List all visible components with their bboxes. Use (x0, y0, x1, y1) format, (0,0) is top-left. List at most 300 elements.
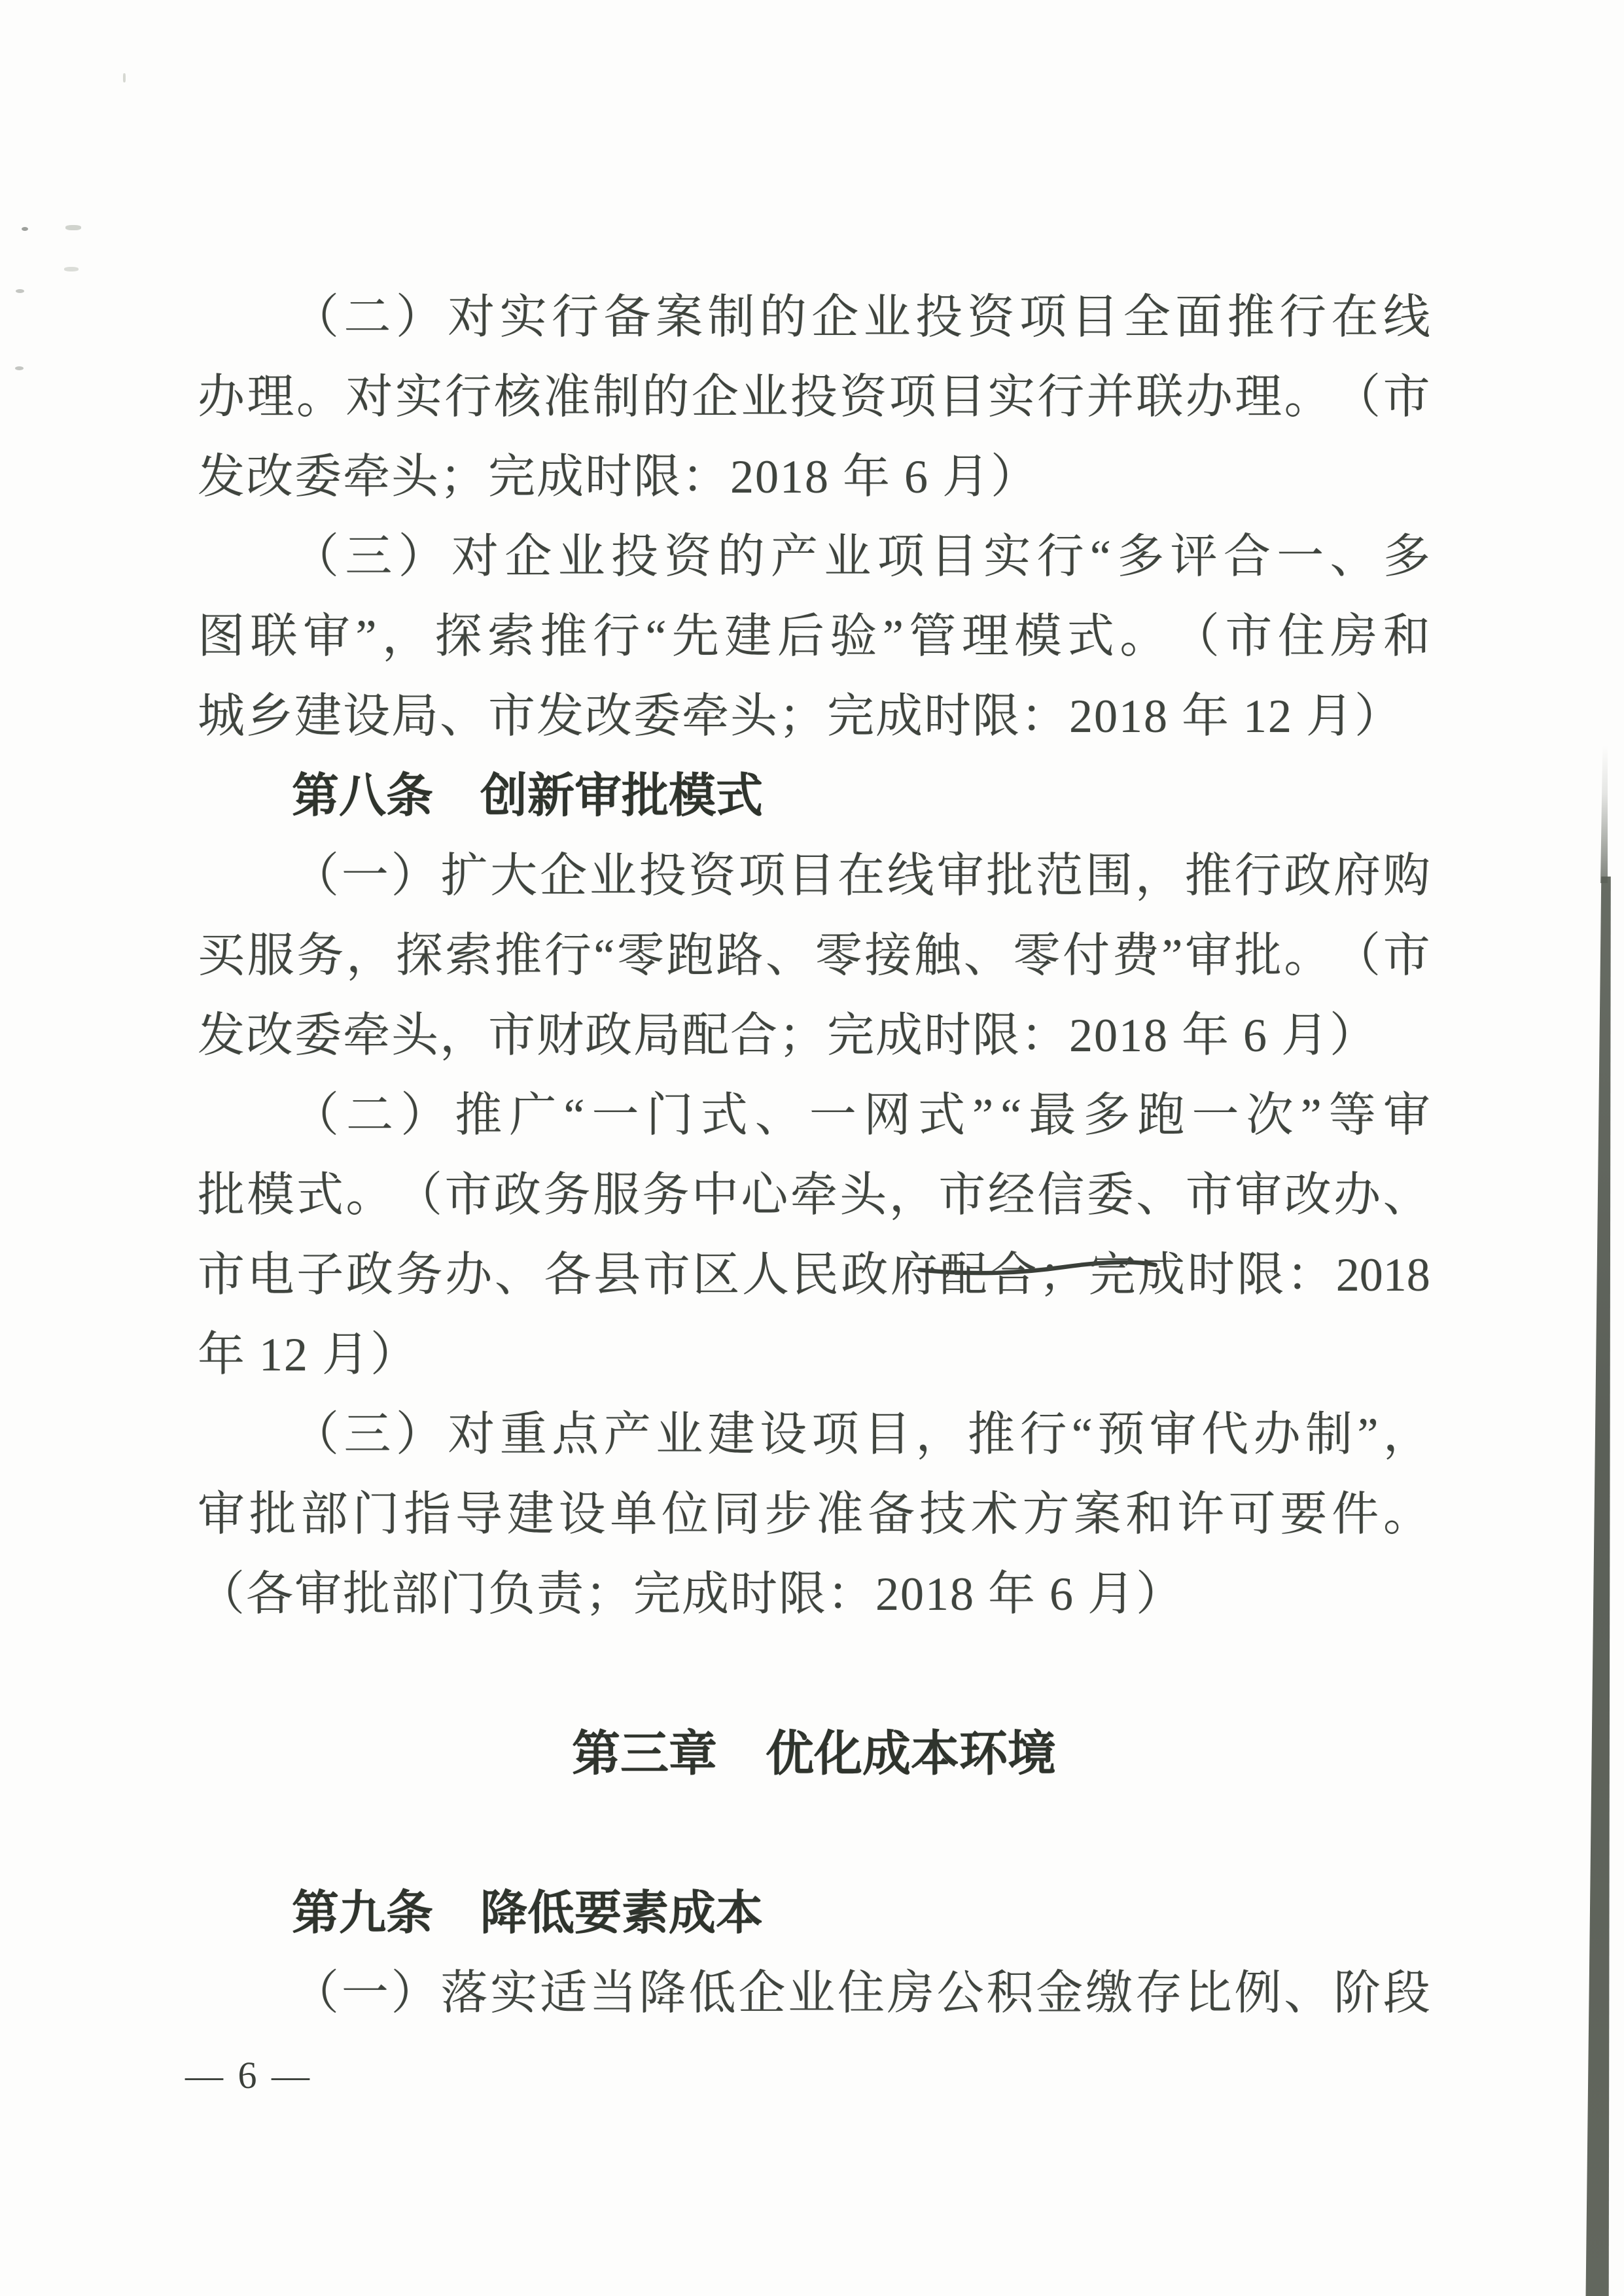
text-token: 项 (889, 371, 936, 423)
text-token: 审 (1383, 1089, 1430, 1141)
text-token: 一 (809, 1089, 856, 1141)
text-token: 零 (617, 930, 665, 982)
text-token: 限 (1237, 1249, 1284, 1301)
text-line (198, 676, 1430, 756)
text-token: 最 (1029, 1089, 1076, 1141)
text-token: ） (391, 850, 438, 902)
text-line (198, 1395, 1430, 1474)
text-token: 适 (540, 1967, 588, 2019)
text-token: 办 (1185, 371, 1233, 423)
text-token: 。 (1383, 1488, 1430, 1540)
text-token: 企 (691, 371, 739, 423)
text-token: 业 (741, 371, 788, 423)
text-token: 务 (296, 930, 344, 982)
text-token: 市 (1225, 610, 1273, 663)
text-token: 购 (1383, 850, 1430, 902)
text-token: 实 (987, 371, 1035, 423)
text-token: 落 (440, 1967, 488, 2019)
text-token: 审 (936, 850, 984, 902)
text-token: ） (395, 1408, 443, 1461)
text-token: 业 (589, 850, 637, 902)
text-token: 服 (247, 930, 294, 982)
text-token: 三 (344, 1408, 391, 1461)
text-token: 信 (1037, 1169, 1085, 1221)
text-token: 和 (1383, 610, 1430, 663)
text-token: 式 (700, 1089, 748, 1141)
text-token: 低 (688, 1967, 736, 2019)
text-token: 项 (1019, 291, 1067, 343)
text-token: 办 (198, 371, 245, 423)
text-token: 办 (445, 1249, 493, 1301)
text-token: 联 (250, 610, 298, 663)
text-token: 线 (887, 850, 934, 902)
text-token: 行 (1234, 850, 1282, 902)
text-token: 合 (989, 1249, 1037, 1301)
text-token: 多 (1383, 531, 1430, 583)
text-token: 费 (1112, 930, 1159, 982)
text-token: 、 (1136, 1169, 1184, 1221)
text-line (198, 1155, 1430, 1235)
text-token: 。 (1284, 930, 1332, 982)
text-token: 业 (824, 531, 872, 583)
text-token: 资 (839, 371, 887, 423)
text-token: 后 (777, 610, 824, 663)
text-token: 理 (961, 610, 1009, 663)
text-line (198, 836, 1430, 916)
text-token: 触 (914, 930, 962, 982)
text-token: 批 (986, 850, 1034, 902)
text-token: 式 (918, 1089, 966, 1141)
text-token: 案 (1074, 1488, 1121, 1540)
text-token: 合 (1223, 531, 1271, 583)
text-token: 许 (1176, 1488, 1224, 1540)
text-token: 式 (1067, 610, 1114, 663)
text-token: 二 (346, 1089, 394, 1141)
text-token: 路 (716, 930, 764, 982)
scan-edge-line (1583, 877, 1612, 2296)
text-token: 单 (610, 1488, 658, 1540)
text-token: 的 (642, 371, 690, 423)
text-line (198, 437, 1430, 517)
text-token: 项 (811, 1408, 859, 1461)
text-token: 房 (887, 1967, 934, 2019)
text-run: （各审批部门负责；完成时限：2018 年 6 月） (198, 1568, 1185, 1620)
text-token: （ (1333, 930, 1381, 982)
text-token: 网 (863, 1089, 911, 1141)
text-token: 要 (1280, 1488, 1328, 1540)
text-token: 务 (642, 1169, 690, 1221)
text-token: （ (292, 531, 340, 583)
text-token: 备 (868, 1488, 915, 1540)
text-token: 缴 (1086, 1967, 1133, 2019)
text-token: 审 (198, 1488, 245, 1540)
text-token: 心 (741, 1169, 788, 1221)
text-token: 二 (344, 291, 391, 343)
text-token: 时 (1187, 1249, 1235, 1301)
text-token: 市 (938, 1169, 986, 1221)
text-token: 推 (1184, 850, 1232, 902)
text-token: 改 (1284, 1169, 1332, 1221)
text-token: 对 (448, 291, 495, 343)
text-token: 重 (499, 1408, 547, 1461)
text-token: 行 (1279, 291, 1327, 343)
text-token: 广 (509, 1089, 557, 1141)
text-token: 准 (543, 371, 591, 423)
text-token: 建 (707, 1408, 755, 1461)
text-token: 导 (455, 1488, 503, 1540)
text-token: 资 (664, 531, 712, 583)
text-token: 务 (395, 1249, 443, 1301)
text-token: “ (563, 1089, 585, 1141)
scan-speck (123, 73, 126, 82)
text-run: 第三章 优化成本环境 (572, 1726, 1056, 1781)
text-token: 办 (1333, 1169, 1381, 1221)
text-token: 业 (557, 531, 605, 583)
scan-speck (16, 289, 24, 293)
text-token: 。 (1120, 610, 1167, 663)
text-token: 一 (341, 1967, 389, 2019)
text-token: 行 (1019, 1408, 1067, 1461)
text-token: 索 (487, 610, 535, 663)
text-token: 核 (493, 371, 541, 423)
text-token: ， (1383, 1408, 1430, 1461)
text-token: ” (882, 610, 904, 663)
text-token: 模 (1014, 610, 1062, 663)
text-line (198, 1953, 1430, 2033)
text-run: 年 12 月） (198, 1329, 419, 1381)
text-token: 门 (646, 1089, 694, 1141)
text-token: 付 (1063, 930, 1110, 982)
text-token: ， (915, 1408, 963, 1461)
text-token: 住 (1277, 610, 1325, 663)
text-token: 办 (1253, 1408, 1301, 1461)
text-token: 门 (352, 1488, 400, 1540)
text-token: 准 (816, 1488, 864, 1540)
text-token: 一 (591, 1089, 639, 1141)
text-token: 完 (1088, 1249, 1136, 1301)
text-run: 城乡建设局、市发改委牵头；完成时限：2018 年 12 月） (198, 690, 1403, 742)
text-line (198, 1554, 1430, 1634)
text-token: 投 (915, 291, 963, 343)
text-token: 企 (540, 850, 588, 902)
text-token: 等 (1328, 1089, 1376, 1141)
text-token: ） (398, 531, 446, 583)
text-token: 探 (395, 930, 443, 982)
text-token: “ (645, 610, 667, 663)
text-token: 电 (247, 1249, 294, 1301)
text-token: 行 (1037, 371, 1085, 423)
text-token: 目 (863, 1408, 911, 1461)
text-token: （ (395, 1169, 442, 1221)
text-line (198, 357, 1430, 437)
text-token: 业 (788, 1967, 836, 2019)
text-token: 推 (455, 1089, 503, 1141)
text-token: 可 (1228, 1488, 1276, 1540)
text-token: 区 (692, 1249, 740, 1301)
text-run: 发改委牵头，市财政局配合；完成时限：2018 年 6 月） (198, 1009, 1379, 1062)
chapter-heading (198, 1714, 1430, 1794)
text-token: 批 (1234, 930, 1282, 982)
text-token: 审 (1185, 930, 1233, 982)
text-token: 市 (1185, 1169, 1233, 1221)
text-token: 建 (724, 610, 772, 663)
text-token: ” (1300, 1089, 1322, 1141)
text-token: （ (292, 850, 340, 902)
text-token: 次 (1246, 1089, 1294, 1141)
text-token: 方 (1022, 1488, 1070, 1540)
text-token: 民 (791, 1249, 839, 1301)
text-token: 位 (662, 1488, 709, 1540)
text-token: 管 (909, 610, 957, 663)
text-token: 的 (759, 291, 807, 343)
text-token: 行 (592, 610, 640, 663)
text-token: 头 (839, 1169, 887, 1221)
text-line (198, 277, 1430, 357)
text-token: 市 (1383, 371, 1430, 423)
text-token: 预 (1097, 1408, 1145, 1461)
text-token: 审 (1149, 1408, 1197, 1461)
text-token: 并 (1086, 371, 1134, 423)
text-token: 在 (837, 850, 885, 902)
text-token: 线 (1383, 291, 1430, 343)
text-token: （ (292, 1408, 340, 1461)
text-token: 跑 (1137, 1089, 1185, 1141)
text-token: 批 (198, 1169, 245, 1221)
text-token: “ (1089, 531, 1111, 583)
text-token: 范 (1036, 850, 1084, 902)
text-token: 多 (1083, 1089, 1131, 1141)
scan-speck (15, 366, 24, 370)
text-token: 图 (198, 610, 245, 663)
text-token: 式 (296, 1169, 344, 1221)
text-token: （ (292, 291, 340, 343)
text-token: 一 (1277, 531, 1324, 583)
text-token: 资 (967, 291, 1015, 343)
text-token: 探 (434, 610, 482, 663)
text-token: “ (593, 930, 615, 982)
text-token: 技 (919, 1488, 966, 1540)
text-token: （ (1172, 610, 1220, 663)
text-token: 联 (1136, 371, 1184, 423)
text-token: 比 (1184, 1967, 1232, 2019)
text-token: 多 (1117, 531, 1165, 583)
text-token: 批 (249, 1488, 296, 1540)
text-token: 投 (639, 850, 686, 902)
text-run: 第八条 创新审批模式 (292, 770, 764, 822)
text-token: ， (381, 610, 429, 663)
text-token: 公 (936, 1967, 984, 2019)
text-token: 中 (691, 1169, 739, 1221)
text-line (198, 996, 1430, 1075)
text-token: 业 (863, 291, 911, 343)
text-token: 理 (247, 371, 294, 423)
text-token: ， (889, 1169, 936, 1221)
blank-line (198, 1634, 1430, 1714)
page-number: — 6 — (185, 2054, 312, 2096)
text-token: 和 (1125, 1488, 1173, 1540)
text-token: ” (1161, 930, 1183, 982)
text-token: 阶 (1333, 1967, 1381, 2019)
text-line (198, 1075, 1430, 1155)
text-token: 在 (1331, 291, 1379, 343)
text-token: 零 (815, 930, 862, 982)
text-token: 实 (395, 371, 442, 423)
text-token: 政 (345, 1249, 393, 1301)
text-token: 市 (1383, 930, 1430, 982)
text-token: “ (1000, 1089, 1022, 1141)
text-token: 项 (877, 531, 925, 583)
text-token: 推 (495, 930, 542, 982)
text-token: 企 (504, 531, 552, 583)
text-token: 零 (1013, 930, 1061, 982)
text-token: 。 (1284, 371, 1332, 423)
text-token: 制 (1305, 1408, 1353, 1461)
text-token: 住 (837, 1967, 885, 2019)
text-token: 步 (764, 1488, 812, 1540)
text-token: 目 (938, 371, 986, 423)
text-token: ） (400, 1089, 448, 1141)
section-heading (198, 756, 1430, 836)
text-token: 资 (688, 850, 736, 902)
text-token: 金 (1036, 1967, 1084, 2019)
text-token: 实 (499, 291, 547, 343)
text-token: 推 (540, 610, 588, 663)
text-token: 实 (490, 1967, 538, 2019)
text-token: 买 (198, 930, 245, 982)
text-token: 备 (603, 291, 651, 343)
text-token: ” (355, 610, 377, 663)
text-token: 成 (1138, 1249, 1186, 1301)
text-token: 服 (592, 1169, 640, 1221)
scan-edge-line-faint (1600, 746, 1608, 883)
text-token: 制 (707, 291, 755, 343)
text-line (198, 916, 1430, 996)
scan-speck (64, 267, 79, 271)
text-token: 人 (742, 1249, 790, 1301)
text-token: 、 (1383, 1169, 1430, 1221)
text-token: 行 (444, 371, 492, 423)
text-token: 围 (1086, 850, 1133, 902)
text-token: 设 (558, 1488, 606, 1540)
text-token: 经 (987, 1169, 1035, 1221)
text-token: 目 (930, 531, 978, 583)
text-token: “ (1071, 1408, 1093, 1461)
text-token: 委 (1086, 1169, 1134, 1221)
text-token: 投 (610, 531, 658, 583)
text-token: 市 (198, 1249, 245, 1301)
text-token: ” (1357, 1408, 1379, 1461)
text-token: 市 (444, 1169, 492, 1221)
text-token: 行 (1036, 531, 1084, 583)
text-token: 段 (1383, 1967, 1430, 2019)
text-token: 目 (788, 850, 836, 902)
text-token: 大 (490, 850, 538, 902)
text-token: ； (1038, 1249, 1086, 1301)
text-token: 建 (506, 1488, 554, 1540)
text-token: 扩 (440, 850, 488, 902)
text-token: ， (346, 930, 394, 982)
text-token: 推 (1227, 291, 1275, 343)
text-token: ） (395, 291, 443, 343)
text-line (198, 1474, 1430, 1554)
text-token: 。 (345, 1169, 393, 1221)
text-token: 府 (1333, 850, 1381, 902)
text-token: 房 (1330, 610, 1378, 663)
text-token: 接 (864, 930, 912, 982)
text-line (198, 517, 1430, 597)
text-line (198, 597, 1430, 676)
blank-line (198, 1794, 1430, 1873)
text-token: 一 (341, 850, 389, 902)
text-token: 评 (1170, 531, 1218, 583)
text-token: 、 (1330, 531, 1377, 583)
text-token: 业 (656, 1408, 703, 1461)
text-token: 、 (494, 1249, 542, 1301)
text-token: 件 (1332, 1488, 1379, 1540)
text-token: 降 (639, 1967, 686, 2019)
text-token: 存 (1135, 1967, 1182, 2019)
text-token: 验 (830, 610, 877, 663)
text-token: 政 (493, 1169, 541, 1221)
text-token: （ (292, 1089, 340, 1141)
text-token: 行 (544, 930, 591, 982)
text-token: 、 (766, 930, 813, 982)
text-token: 指 (404, 1488, 451, 1540)
text-token: 项 (738, 850, 786, 902)
text-token: 市 (643, 1249, 690, 1301)
text-token: ， (1135, 850, 1182, 902)
text-token: 案 (655, 291, 703, 343)
text-token: （ (1333, 371, 1381, 423)
scan-speck (65, 225, 81, 230)
text-token: 县 (593, 1249, 641, 1301)
text-token: （ (292, 1967, 340, 2019)
text-token: 索 (445, 930, 493, 982)
text-token: 配 (940, 1249, 987, 1301)
text-token: 实 (983, 531, 1031, 583)
scan-speck (22, 227, 28, 231)
text-token: 术 (970, 1488, 1018, 1540)
text-token: 的 (717, 531, 765, 583)
text-token: 模 (247, 1169, 294, 1221)
text-token: 投 (790, 371, 838, 423)
text-token: 同 (713, 1488, 760, 1540)
text-token: 例 (1234, 1967, 1282, 2019)
text-token: 部 (300, 1488, 348, 1540)
text-token: 代 (1201, 1408, 1249, 1461)
text-token: 对 (448, 1408, 495, 1461)
text-token: 一 (1192, 1089, 1239, 1141)
text-token: 产 (603, 1408, 651, 1461)
text-token: 政 (841, 1249, 889, 1301)
text-token: 。 (296, 371, 344, 423)
text-token: 设 (760, 1408, 807, 1461)
text-token: 务 (543, 1169, 591, 1221)
text-line (198, 1235, 1430, 1315)
text-token: 面 (1175, 291, 1223, 343)
text-token: 推 (967, 1408, 1015, 1461)
text-token: 2018 (1335, 1249, 1430, 1301)
text-token: 、 (754, 1089, 802, 1141)
text-token: 产 (770, 531, 818, 583)
text-token: 企 (738, 1967, 786, 2019)
text-token: 审 (1235, 1169, 1282, 1221)
text-line (198, 1315, 1430, 1395)
text-token: 牵 (790, 1169, 838, 1221)
text-token: 跑 (666, 930, 714, 982)
text-token: ： (1286, 1249, 1334, 1301)
text-token: 府 (890, 1249, 938, 1301)
